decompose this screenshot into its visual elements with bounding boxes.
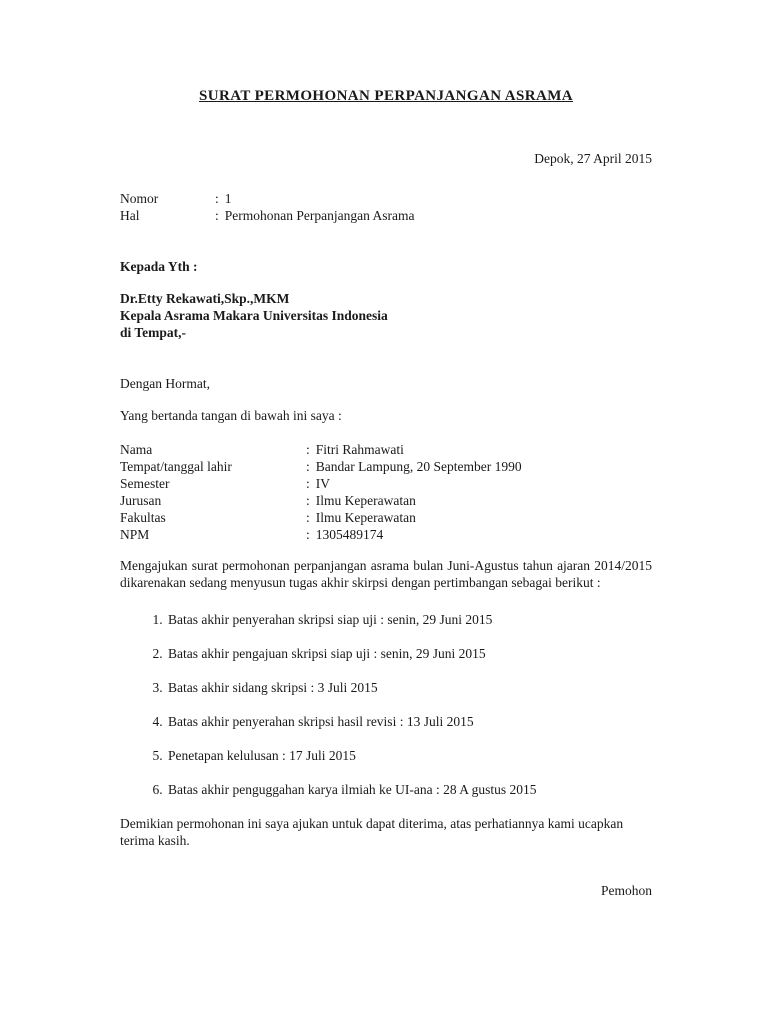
meta-row-nomor xyxy=(120,190,652,207)
meta-label: Nomor xyxy=(120,191,159,206)
identity-label: Jurusan xyxy=(120,493,162,508)
identity-row-semester xyxy=(120,475,652,492)
colon-separator: : xyxy=(306,510,310,525)
recipient-address: di Tempat,- xyxy=(120,325,187,340)
recipient-block xyxy=(120,258,652,341)
recipient-lines xyxy=(120,290,652,341)
greeting-line: Dengan Hormat, xyxy=(120,376,210,391)
identity-label: NPM xyxy=(120,527,150,542)
signature-label: Pemohon xyxy=(600,883,652,898)
deadline-list xyxy=(120,611,652,798)
letter-title: SURAT PERMOHONAN PERPANJANGAN ASRAMA xyxy=(199,88,573,104)
intro-line: Yang bertanda tangan di bawah ini saya : xyxy=(120,408,342,423)
colon-separator: : xyxy=(215,208,219,223)
list-item: 3. Batas akhir sidang skripsi : 3 Juli 2015 xyxy=(166,679,652,696)
recipient-salutation: Kepada Yth : xyxy=(120,259,198,274)
colon-separator: : xyxy=(306,459,310,474)
letter-date: Depok, 27 April 2015 xyxy=(534,151,652,166)
identity-label: Tempat/tanggal lahir xyxy=(120,459,232,474)
colon-separator: : xyxy=(306,476,310,491)
identity-row-fakultas xyxy=(120,509,652,526)
list-item: 6. Batas akhir penguggahan karya ilmiah ke UI-ana : 28 A gustus 2015 xyxy=(166,781,652,798)
identity-row-npm xyxy=(120,526,652,543)
identity-block xyxy=(120,441,652,543)
list-item: 2. Batas akhir pengajuan skripsi siap uji : senin, 29 Juni 2015 xyxy=(166,645,652,662)
recipient-title: Kepala Asrama Makara Universitas Indonesia xyxy=(120,308,388,323)
identity-value: Bandar Lampung, 20 September 1990 xyxy=(315,459,522,474)
colon-separator: : xyxy=(306,442,310,457)
list-item: 5. Penetapan kelulusan : 17 Juli 2015 xyxy=(166,747,652,764)
letter-meta-block xyxy=(120,190,652,224)
colon-separator: : xyxy=(215,191,219,206)
meta-label: Hal xyxy=(120,208,140,223)
meta-row-hal xyxy=(120,207,652,224)
identity-label: Nama xyxy=(120,442,153,457)
identity-row-ttl xyxy=(120,458,652,475)
closing-paragraph: Demikian permohonan ini saya ajukan untuk dapat diterima, atas perhatiannya kami ucapkan terima kasih. xyxy=(120,816,624,848)
identity-value: IV xyxy=(315,476,331,491)
body-paragraph: Mengajukan surat permohonan perpanjangan asrama bulan Juni-Agustus tahun ajaran 2014/2015 dikarenakan sedang menyusun tugas akhir skirpsi dengan pertimbangan sebagai berikut : xyxy=(120,558,652,590)
recipient-name: Dr.Etty Rekawati,Skp.,MKM xyxy=(120,291,290,306)
list-item: 1. Batas akhir penyerahan skripsi siap uji : senin, 29 Juni 2015 xyxy=(166,611,652,628)
identity-value: Ilmu Keperawatan xyxy=(315,493,416,508)
colon-separator: : xyxy=(306,493,310,508)
identity-label: Fakultas xyxy=(120,510,166,525)
identity-row-jurusan xyxy=(120,492,652,509)
identity-value: Ilmu Keperawatan xyxy=(315,510,416,525)
identity-label: Semester xyxy=(120,476,170,491)
meta-value: Permohonan Perpanjangan Asrama xyxy=(224,208,415,223)
identity-value: Fitri Rahmawati xyxy=(315,442,404,457)
list-item: 4. Batas akhir penyerahan skripsi hasil revisi : 13 Juli 2015 xyxy=(166,713,652,730)
meta-value: 1 xyxy=(224,191,232,206)
colon-separator: : xyxy=(306,527,310,542)
identity-row-nama xyxy=(120,441,652,458)
identity-value: 1305489174 xyxy=(315,527,384,542)
